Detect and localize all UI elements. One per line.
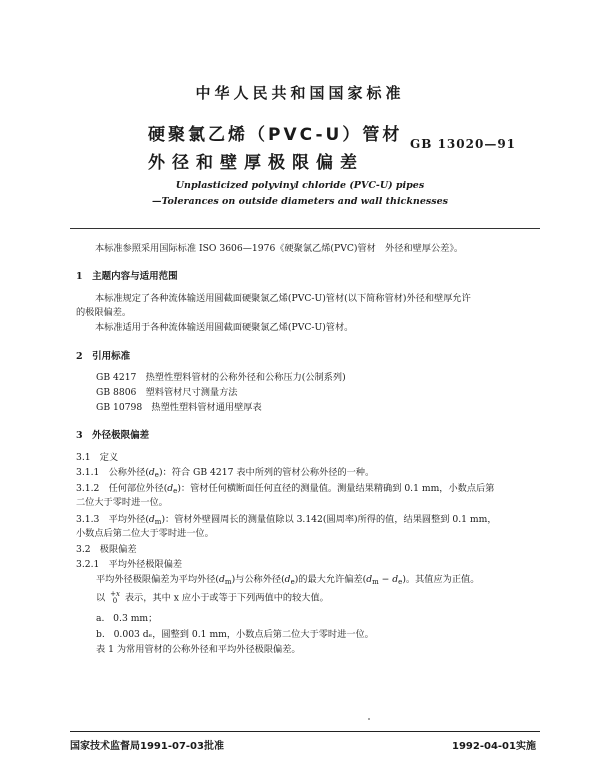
reference-item: GB 8806 塑料管材尺寸测量方法 [96,387,238,398]
clause-3-2-1-paragraph: 平均外径极限偏差为平均外径$(d_m)$与公称外径$(d_e)$的最大允许偏差$(d_m - d_e)$。其值应为正值。 [96,574,480,586]
standard-code: GB 13020—91 [410,137,517,151]
clause-3-2-1: 3.2.1 平均外径极限偏差 [76,559,183,570]
clause-3-1-1: 3.1.1 公称外径$(d_e)$：符合 GB 4217 表中所列的管材公称外径的一种。 [76,467,375,479]
section-2-heading: 2 引用标准 [76,351,131,362]
scan-speck [368,718,370,720]
list-item-b: b. 0.003 dₑ，圆整到 0.1 mm，小数点后第二位大于零时进一位。 [96,629,374,640]
intro-text: 本标准参照采用国际标准 ISO 3606—1976《硬聚氯乙烯(PVC)管材 外径和壁厚公差》。 [95,243,464,254]
clause-3-1-2: 3.1.2 任何部位外径$(d_e)$：管材任何横断面任何直径的测量值。测量结果精确到 0.1 mm，小数点后第 [76,483,495,495]
reference-item: GB 4217 热塑性塑料管材的公称外径和公称压力(公制系列) [96,372,346,383]
section-1-heading: 1 主题内容与适用范围 [76,271,178,282]
table-note: 表 1 为常用管材的公称外径和平均外径极限偏差。 [96,644,301,655]
section-3-heading: 3 外径极限偏差 [76,430,150,441]
implementation-date: 1992-04-01实施 [452,741,536,752]
footer-divider [70,731,540,732]
title-line-1: 硬聚氯乙烯（PVC-U）管材 [148,125,403,145]
english-title-line-2: —Tolerances on outside diameters and wall thicknesses [152,196,448,207]
clause-3-2: 3.2 极限偏差 [76,544,137,555]
reference-item: GB 10798 热塑性塑料管材通用壁厚表 [96,402,262,413]
clause-3-2-1-paragraph-2: 以 +x 0 表示，其中 x 应小于或等于下列两值中的较大值。 [96,590,329,605]
header-divider [70,228,540,229]
section-1-paragraph-line-2: 的极限偏差。 [76,307,132,318]
title-line-2: 外径和壁厚极限偏差 [148,153,364,173]
clause-3-1: 3.1 定义 [76,452,119,463]
plus-x-over-zero-symbol: +x 0 [110,590,120,605]
clause-3-1-2-line-2: 二位大于零时进一位。 [76,497,168,508]
clause-3-1-3: 3.1.3 平均外径$(d_m)$：管材外壁圆周长的测量值除以 3.142(圆周率)所得的值，结果圆整到 0.1 mm， [76,514,497,526]
english-title-line-1: Unplasticized polyvinyl chloride (PVC-U) pipes [175,180,425,191]
section-1-paragraph-line-1: 本标准规定了各种流体输送用圆截面硬聚氯乙烯(PVC-U)管材(以下简称管材)外径和壁厚允许 [95,293,471,304]
standard-organization: 中华人民共和国国家标准 [195,84,405,102]
approval-date: 国家技术监督局1991-07-03批准 [70,741,224,752]
clause-3-1-3-line-2: 小数点后第二位大于零时进一位。 [76,528,214,539]
section-1-paragraph-2: 本标准适用于各种流体输送用圆截面硬聚氯乙烯(PVC-U)管材。 [95,322,354,333]
list-item-a: a. 0.3 mm； [96,613,158,624]
